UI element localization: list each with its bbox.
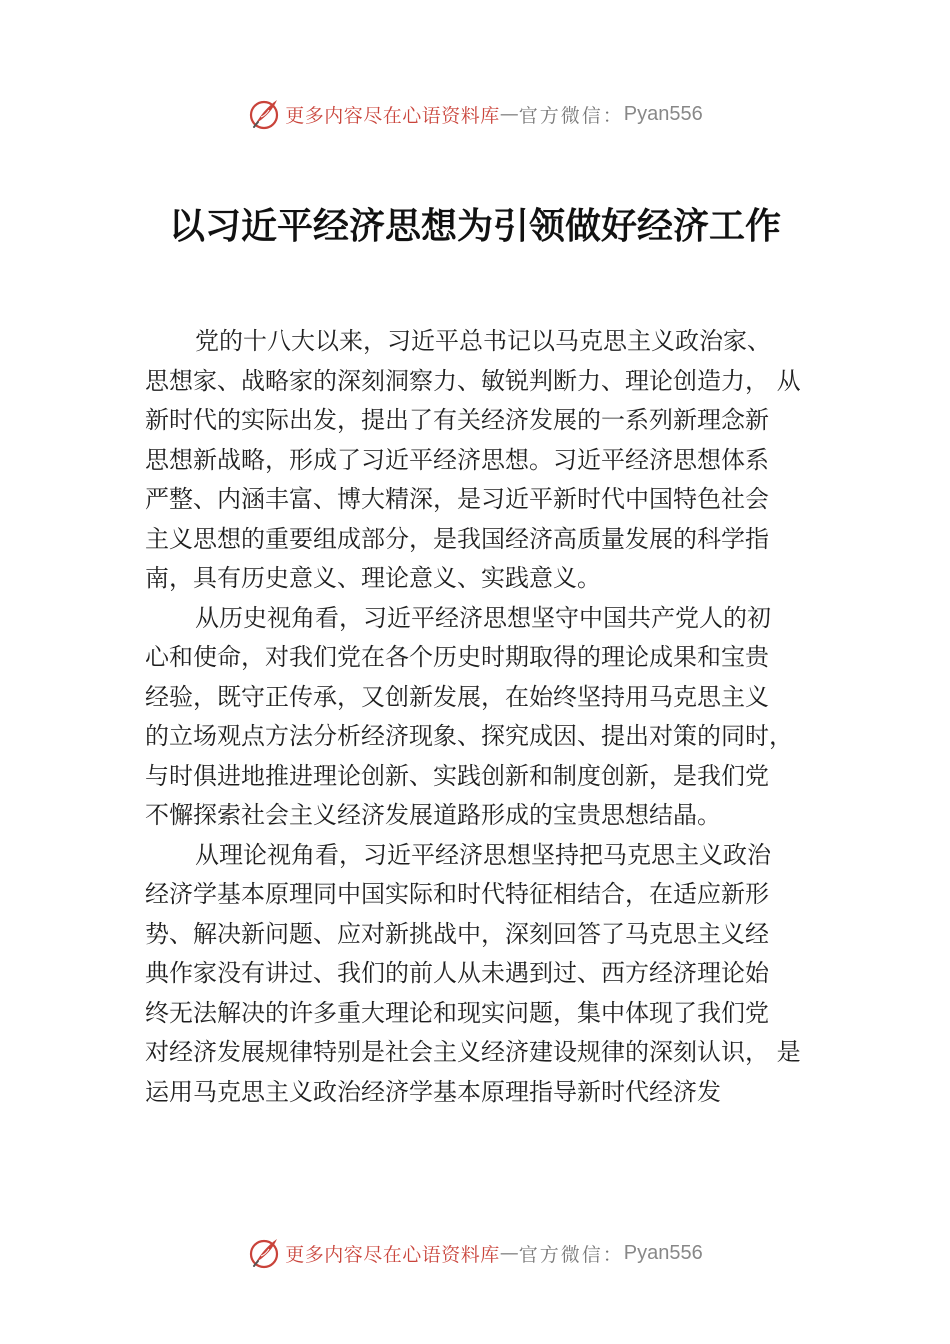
- body-line: 严整、内涵丰富、博大精深，是习近平新时代中国特色社会: [145, 485, 769, 513]
- watermark-official-label: 官方微信：: [518, 104, 624, 127]
- body-line: 党的十八大以来，习近平总书记以马克思主义政治家、: [195, 327, 771, 355]
- body-line: 运用马克思主义政治经济学基本原理指导新时代经济发: [145, 1077, 721, 1106]
- body-line: 从理论视角看，习近平经济思想坚持把马克思主义政治: [195, 840, 771, 869]
- watermark-wechat-id: Pyan556: [623, 102, 703, 125]
- header-watermark: [0, 94, 950, 134]
- body-line: 经验，既守正传承，又创新发展，在始终坚持用马克思主义: [145, 682, 769, 711]
- body-line: 终无法解决的许多重大理论和现实问题，集中体现了我们党: [145, 998, 769, 1027]
- body-line: 从历史视角看，习近平经济思想坚守中国共产党人的初: [195, 603, 771, 632]
- watermark-dash: —: [499, 103, 519, 125]
- body-line: 势、解决新问题、应对新挑战中，深刻回答了马克思主义经: [145, 919, 769, 948]
- body-line: 南，具有历史意义、理论意义、实践意义。: [145, 564, 601, 592]
- watermark-official-label: 官方微信：: [518, 1243, 624, 1266]
- body-line: 的立场观点方法分析经济现象、探究成因、提出对策的同时，: [145, 722, 793, 750]
- watermark-wechat-id: Pyan556: [623, 1241, 703, 1264]
- body-line: 思想新战略，形成了习近平经济思想。习近平经济思想体系: [145, 445, 769, 474]
- body-line: 经济学基本原理同中国实际和时代特征相结合，在适应新形: [145, 880, 769, 908]
- footer-watermark: [0, 1233, 950, 1273]
- body-line: 典作家没有讲过、我们的前人从未遇到过、西方经济理论始: [145, 959, 769, 987]
- quill-logo-icon: [247, 1236, 281, 1270]
- body-line: 主义思想的重要组成部分，是我国经济高质量发展的科学指: [145, 524, 769, 553]
- document-body: [145, 322, 825, 1112]
- document-title: 以习近平经济思想为引领做好经济工作: [168, 205, 781, 247]
- body-line: 对经济发展规律特别是社会主义经济建设规律的深刻认识， 是: [145, 1038, 801, 1066]
- body-line: 与时俱进地推进理论创新、实践创新和制度创新，是我们党: [145, 761, 769, 790]
- watermark-dash: —: [499, 1242, 519, 1264]
- watermark-text: 更多内容尽在心语资料库: [285, 104, 500, 127]
- watermark-text: 更多内容尽在心语资料库: [285, 1243, 500, 1266]
- body-line: 新时代的实际出发，提出了有关经济发展的一系列新理念新: [145, 406, 769, 434]
- body-line: 不懈探索社会主义经济发展道路形成的宝贵思想结晶。: [145, 801, 721, 829]
- body-line: 思想家、战略家的深刻洞察力、敏锐判断力、理论创造力， 从: [145, 366, 801, 395]
- quill-logo-icon: [247, 97, 281, 131]
- body-line: 心和使命，对我们党在各个历史时期取得的理论成果和宝贵: [145, 643, 769, 671]
